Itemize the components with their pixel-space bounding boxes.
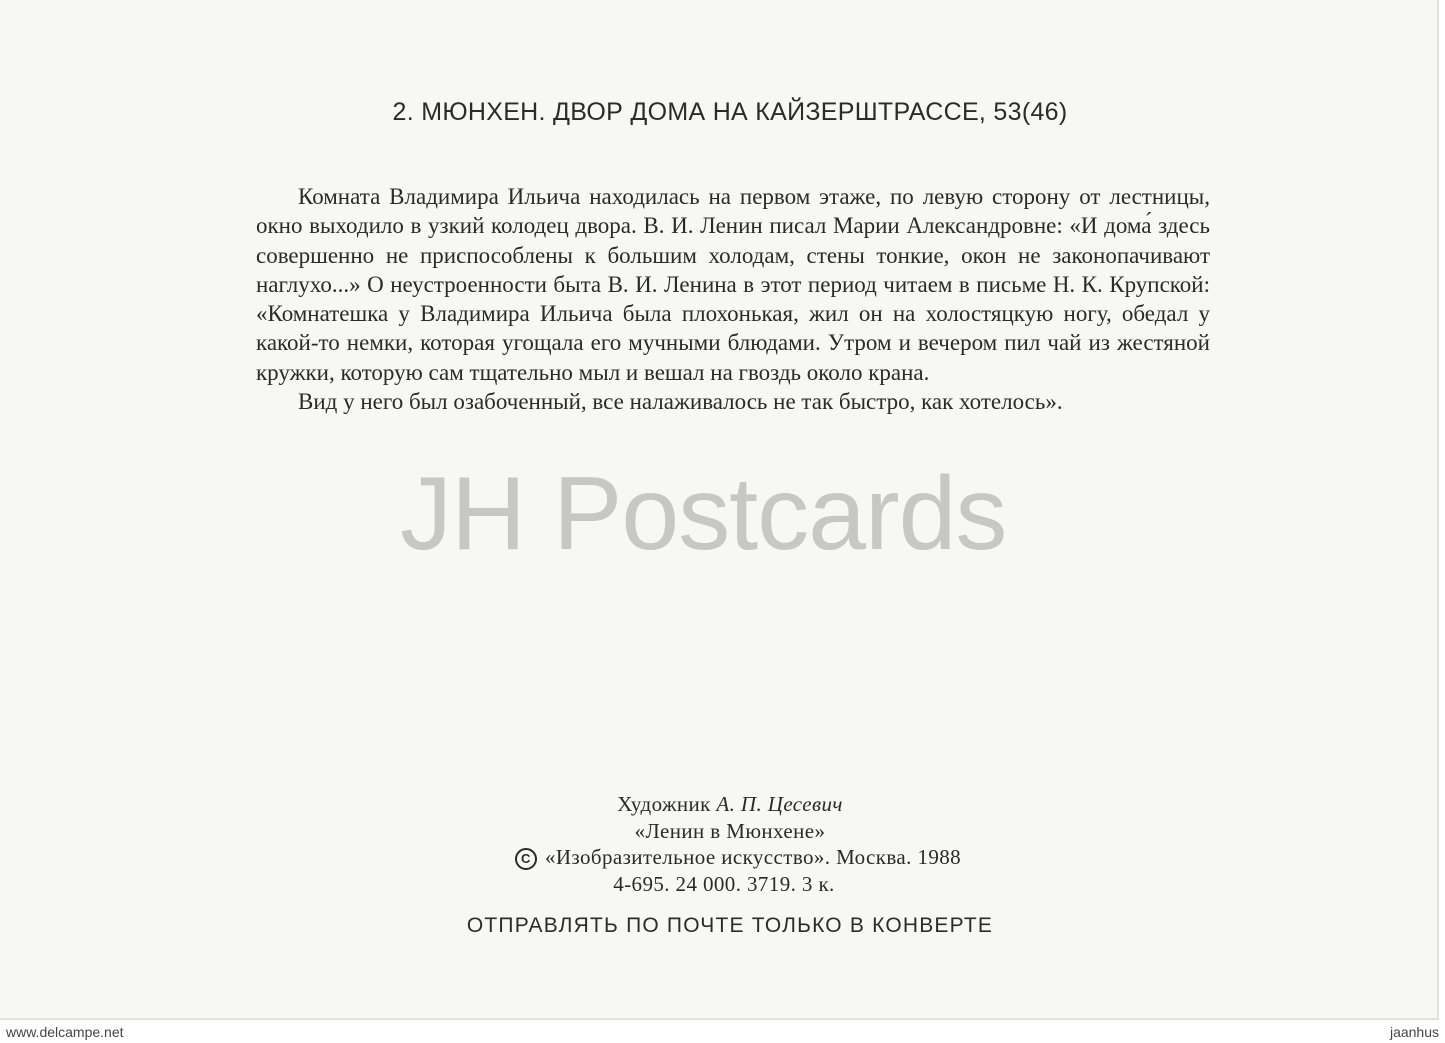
description-paragraph: Вид у него был озабоченный, все налаживалось не так быстро, как хотелось». (298, 389, 1063, 415)
print-info: 4-695. 24 000. 3719. 3 к. (613, 872, 835, 896)
seller-name: jaanhus (1389, 1024, 1439, 1040)
copyright-icon: C (515, 848, 537, 870)
watermark: JH Postcards (400, 456, 1007, 572)
artist-label: Художник (617, 792, 711, 816)
series-title: «Ленин в Мюнхене» (634, 819, 826, 843)
card-title: 2. МЮНХЕН. ДВОР ДОМА НА КАЙЗЕРШТРАССЕ, 53(46) (392, 98, 1068, 126)
artist-name: А. П. Цесевич (716, 792, 843, 816)
publisher-line (8, 845, 1439, 870)
artist-credit (0, 792, 1439, 817)
source-link[interactable]: www.delcampe.net (6, 1024, 124, 1040)
description-text (256, 182, 1210, 416)
postal-instruction: ОТПРАВЛЯТЬ ПО ПОЧТЕ ТОЛЬКО В КОНВЕРТЕ (466, 914, 994, 937)
description-paragraph: Комната Владимира Ильича находилась на первом этаже, по левую сторону от лестницы, окно выходило в узкий колодец двора. В. И. Ленин писал Марии Александровне: «И дома́ здесь совершенно не приспособлены к большим холодам, стены тонкие, окон не законопачивают наглухо...» О неустроенности быта В. И. Ленина в этот период читаем в письме Н. К. Крупской: «Комнатешка у Владимира Ильича была плохонькая, жил он на холостяцкую ногу, обедал у какой-то немки, которая угощала его мучными блюдами. Утром и вечером пил чай из жестяной кружки, которую сам тщательно мыл и вешал на гвоздь около крана. (256, 184, 1210, 385)
publisher-text: «Изобразительное искусство». Москва. 1988 (544, 845, 962, 869)
